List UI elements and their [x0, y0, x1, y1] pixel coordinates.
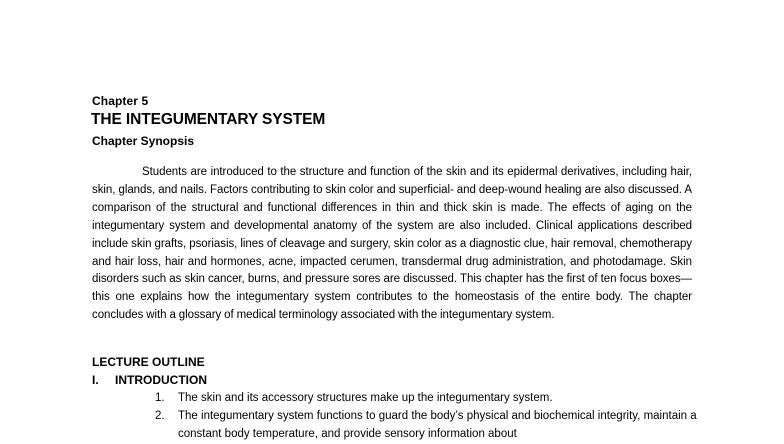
list-item-text: The skin and its accessory structures make up the integumentary system. [178, 392, 553, 404]
list-item [150, 408, 710, 444]
list-item-number: 1. [155, 392, 165, 404]
synopsis-heading: Chapter Synopsis [92, 134, 195, 148]
section-title: INTRODUCTION [115, 373, 207, 387]
synopsis-paragraph: Students are introduced to the structure and function of the skin and its epidermal derivatives, including hair, skin, glands, and nails. Factors contributing to skin color and superficial- and deep-wound healing are also discussed. A comparison of the structural and functional differences in thin and thick skin is made. The effects of aging on the integumentary system and developmental anatomy of the system are also included. Clinical applications described include skin grafts, psoriasis, lines of cleavage and surgery, skin color as a diagnostic clue, hair removal, chemotherapy and hair loss, hair and hormones, acne, impacted cerumen, transdermal drug administration, and photodamage. Skin disorders such as skin cancer, burns, and pressure sores are discussed. This chapter has the first of ten focus boxes—this one explains how the integumentary system contributes to the homeostasis of the entire body. The chapter concludes with a glossary of medical terminology associated with the integumentary system. [92, 166, 692, 322]
chapter-title: THE INTEGUMENTARY SYSTEM [91, 111, 326, 128]
section-number: I. [92, 373, 99, 387]
outline-section [92, 373, 207, 387]
list-item-number: 2. [155, 409, 165, 422]
list-item-text: The integumentary system functions to guard the body’s physical and biochemical integrity, maintain a constant body temperature, and provide sensory information about [178, 409, 697, 440]
outline-list [150, 390, 710, 444]
chapter-label: Chapter 5 [92, 94, 149, 108]
list-item [150, 390, 710, 408]
lecture-outline-heading: LECTURE OUTLINE [92, 355, 205, 369]
